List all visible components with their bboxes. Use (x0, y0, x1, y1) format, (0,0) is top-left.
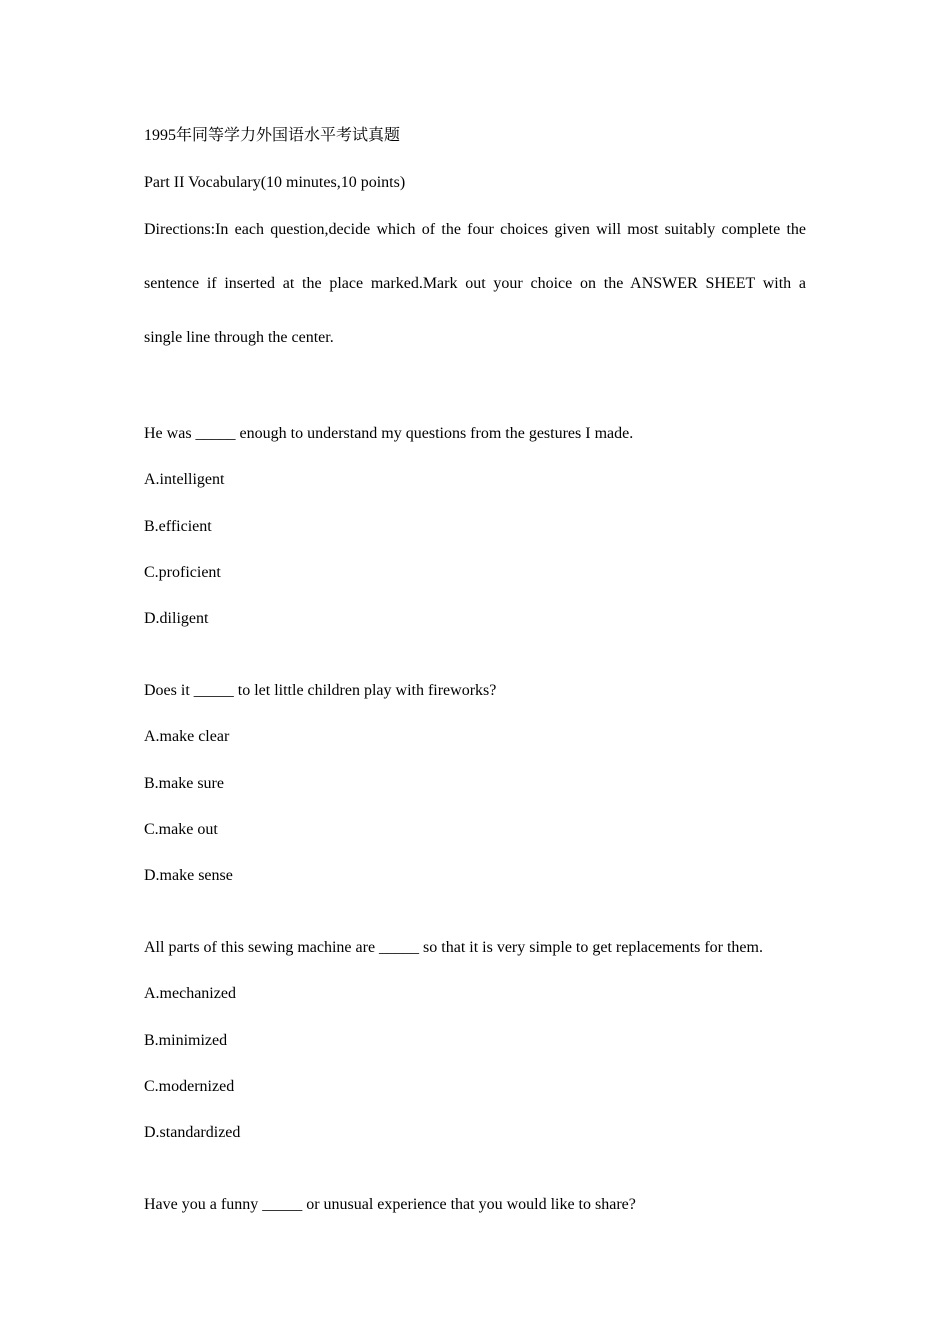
question-stem: He was _____ enough to understand my questions from the gestures I made. (144, 425, 634, 442)
question-option: C.modernized (144, 1078, 235, 1095)
question-option: B.make sure (144, 775, 224, 792)
question-option: A.mechanized (144, 985, 236, 1002)
document-title: 1995年同等学力外国语水平考试真题 (144, 127, 401, 144)
question-stem: Have you a funny _____ or unusual experience that you would like to share? (144, 1196, 636, 1213)
directions-text-2: sentence if inserted at the place marked.Mark out your choice on the ANSWER SHEET with a (144, 275, 806, 292)
question-option: B.efficient (144, 518, 212, 535)
question-option: C.make out (144, 821, 218, 838)
question-option: D.make sense (144, 867, 233, 884)
question-stem: All parts of this sewing machine are _____ so that it is very simple to get replacements for them. (144, 939, 763, 956)
directions-line-2 (144, 274, 806, 294)
question-option: A.make clear (144, 728, 230, 745)
question-option: D.standardized (144, 1124, 241, 1141)
directions-line-3: single line through the center. (144, 329, 334, 346)
question-stem: Does it _____ to let little children play with fireworks? (144, 682, 497, 699)
question-option: C.proficient (144, 564, 221, 581)
directions-text-1: Directions:In each question,decide which of the four choices given will most suitably complete the (144, 221, 806, 238)
directions-line-1 (144, 220, 806, 240)
question-option: D.diligent (144, 610, 209, 627)
question-option: B.minimized (144, 1032, 228, 1049)
part-heading: Part II Vocabulary(10 minutes,10 points) (144, 174, 406, 191)
question-option: A.intelligent (144, 471, 225, 488)
